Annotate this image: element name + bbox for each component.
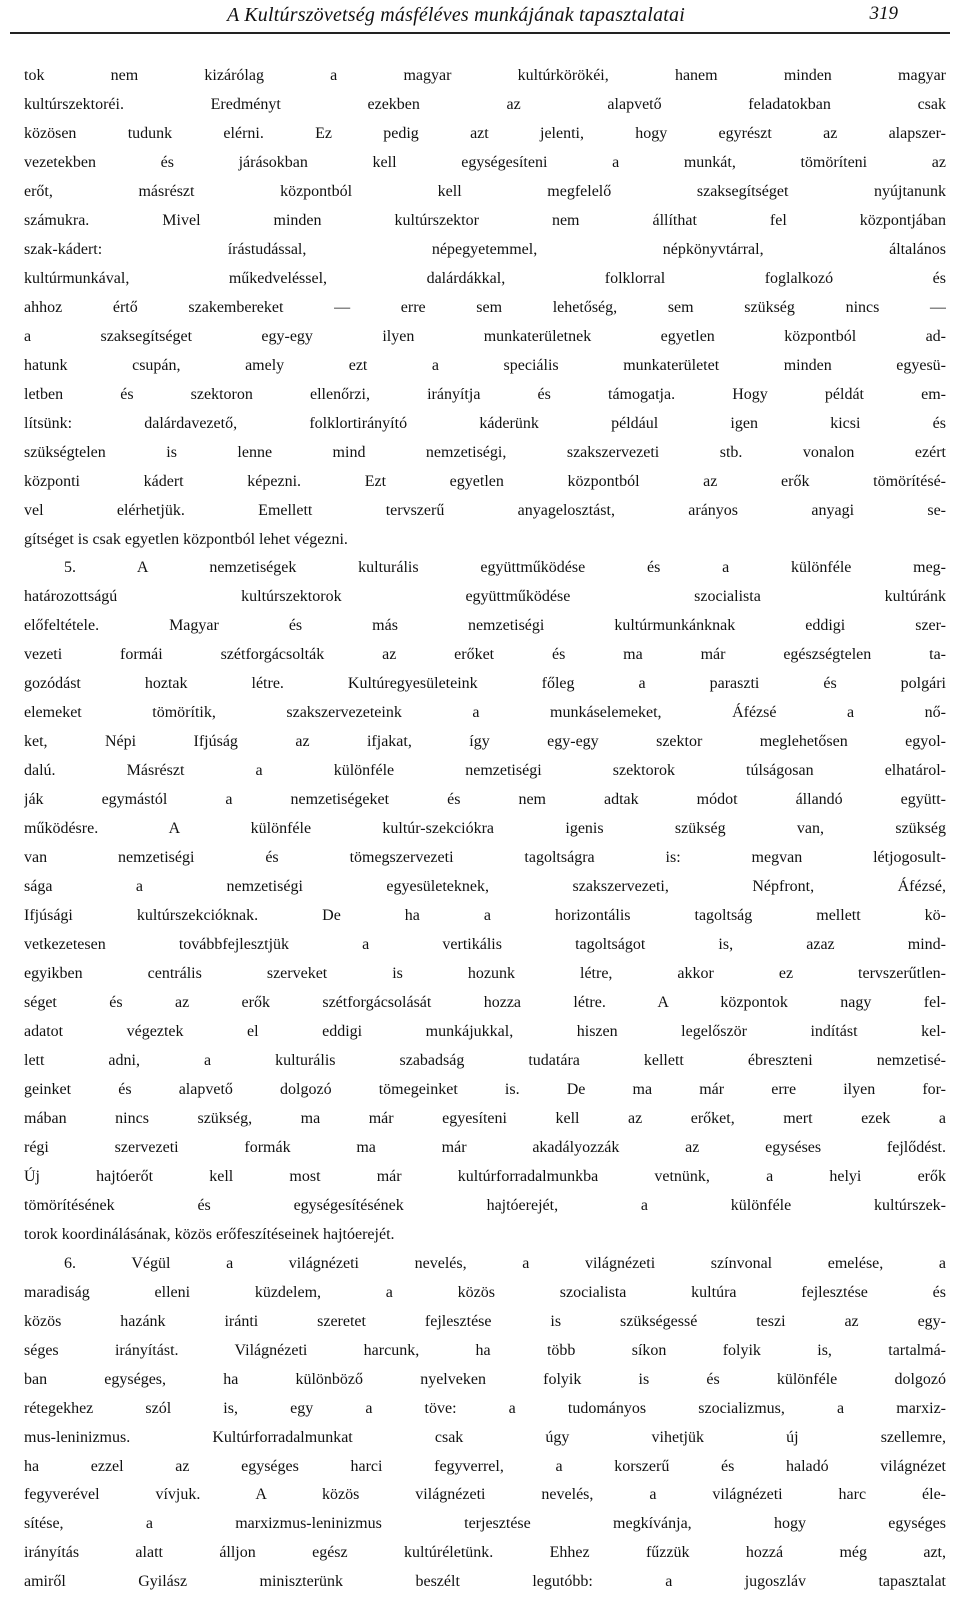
text-line: elemeket tömörítik, szakszervezeteink a munkáselemeket, Áfézsé a nő- [24, 704, 946, 722]
text-line: mában nincs szükség, ma már egyesíteni kell az erőket, mert ezek a [24, 1109, 946, 1127]
text-line: közös hazánk iránti szeretet fejlesztése is szükségessé teszi az egy- [24, 1312, 946, 1330]
text-line: szak-kádert: írástudással, népegyetemmel, népkönyvtárral, általános [24, 240, 946, 258]
text-line: vezeti formái szétforgácsolták az erőket és ma már egészségtelen ta- [24, 646, 946, 664]
text-line: szükségtelen is lenne mind nemzetiségi, szakszervezeti stb. vonalon ezért [24, 443, 946, 461]
text-line: vel elérhetjük. Emellett tervszerű anyagelosztást, arányos anyagi se- [24, 501, 946, 519]
text-line: vetkezetesen továbbfejlesztjük a vertikális tagoltságot is, azaz mind- [24, 936, 946, 954]
text-line: letben és szektoron ellenőrzi, irányítja és támogatja. Hogy példát em- [24, 385, 946, 403]
text-line: hatunk csupán, amely ezt a speciális munkaterületet minden egyesü- [24, 356, 946, 374]
text-line: 6. Végül a világnézeti nevelés, a világnézeti színvonal emelése, a [64, 1254, 946, 1272]
text-line: sága a nemzetiségi egyesületeknek, szakszervezeti, Népfront, Áfézsé, [24, 878, 946, 896]
page-number: 319 [869, 3, 898, 24]
text-line: sítése, a marxizmus-leninizmus terjesztése megkívánja, hogy egységes [24, 1515, 946, 1533]
running-header [10, 0, 942, 30]
text-line: séget és az erők szétforgácsolását hozza létre. A központok nagy fel- [24, 994, 946, 1011]
text-line: kultúrmunkával, műkedveléssel, dalárdákkal, folklorral foglalkozó és [24, 269, 946, 287]
text-line: gozódást hoztak létre. Kultúregyesületeink főleg a paraszti és polgári [24, 675, 946, 693]
text-line: számukra. Mivel minden kultúrszektor nem állíthat fel központjában [24, 211, 946, 229]
text-line: Ifjúsági kultúrszekcióknak. De ha a horizontális tagoltság mellett kö- [24, 907, 946, 925]
running-header-title: A Kultúrszövetség másféléves munkájának tapasztalatai [227, 3, 685, 26]
text-line: tok nem kizárólag a magyar kultúrkörökéi, hanem minden magyar [24, 67, 946, 84]
text-line: adatot végeztek el eddigi munkájukkal, hiszen legelőször indítást kel- [24, 1022, 946, 1040]
text-line: irányítás alatt álljon egész kultúréletünk. Ehhez fűzzük hozzá még azt, [24, 1544, 946, 1562]
text-line: fegyverével vívjuk. A közös világnézeti nevelés, a világnézeti harc éle- [24, 1486, 946, 1504]
text-line: 5. A nemzetiségek kulturális együttműködése és a különféle meg- [64, 559, 946, 577]
text-line: maradiság elleni küzdelem, a közös szocialista kultúra fejlesztése és [24, 1283, 946, 1301]
text-line: rétegekhez szól is, egy a töve: a tudományos szocializmus, a marxiz- [24, 1399, 946, 1417]
text-line: működésre. A különféle kultúr-szekciókra igenis szükség van, szükség [24, 820, 946, 838]
text-line: előfeltétele. Magyar és más nemzetiségi kultúrmunkánknak eddigi szer- [24, 617, 946, 635]
text-line: a szaksegítséget egy-egy ilyen munkaterületnek egyetlen központból ad- [24, 327, 946, 345]
text-line: vezetekben és járásokban kell egységesíteni a munkát, tömöríteni az [24, 153, 946, 171]
text-line: lítsünk: dalárdavezető, folklortirányító káderünk például igen kicsi és [24, 414, 946, 432]
text-line: van nemzetiségi és tömegszervezeti tagoltságra is: megvan létjogosult- [24, 849, 946, 867]
text-line: mus-leninizmus. Kultúrforradalmunkat csak úgy vihetjük új szellemre, [24, 1428, 946, 1446]
text-line: egyikben centrális szerveket is hozunk létre, akkor ez tervszerűtlen- [24, 965, 946, 983]
text-line: határozottságú kultúrszektorok együttműködése szocialista kultúránk [24, 588, 946, 606]
text-line: geinket és alapvető dolgozó tömegeinket is. De ma már erre ilyen for- [24, 1080, 946, 1098]
text-line: kultúrszektoréi. Eredményt ezekben az alapvető feladatokban csak [24, 95, 946, 113]
text-line: ják egymástól a nemzetiségeket és nem adtak módot állandó együtt- [24, 791, 946, 809]
header-rule [10, 32, 950, 34]
text-line: erőt, másrészt központból kell megfelelő szaksegítséget nyújtanunk [24, 182, 946, 200]
text-line: torok koordinálásának, közös erőfeszítéseinek hajtóerejét. [24, 1225, 395, 1243]
text-line: Új hajtóerőt kell most már kultúrforradalmunkba vetnünk, a helyi erők [24, 1167, 946, 1185]
text-line: régi szervezeti formák ma már akadályozzák az egyséses fejlődést. [24, 1138, 946, 1156]
text-line: ahhoz értő szakembereket — erre sem lehetőség, sem szükség nincs — [24, 298, 946, 316]
text-line: gítséget is csak egyetlen központból lehet végezni. [24, 530, 348, 548]
text-line: séges irányítást. Világnézeti harcunk, ha több síkon folyik is, tartalmá- [24, 1341, 946, 1359]
text-line: közösen tudunk elérni. Ez pedig azt jelenti, hogy egyrészt az alapszer- [24, 124, 946, 142]
text-line: amiről Gyilász miniszterünk beszélt legutóbb: a jugoszláv tapasztalat [24, 1573, 946, 1591]
body-text [24, 62, 946, 1597]
text-line: tömörítésének és egységesítésének hajtóerejét, a különféle kultúrszek- [24, 1196, 946, 1214]
text-line: ban egységes, ha különböző nyelveken folyik is és különféle dolgozó [24, 1370, 946, 1388]
text-line: lett adni, a kulturális szabadság tudatára kellett ébreszteni nemzetisé- [24, 1051, 946, 1069]
text-line: ha ezzel az egységes harci fegyverrel, a korszerű és haladó világnézet [24, 1457, 946, 1475]
text-line: központi kádert képezni. Ezt egyetlen központból az erők tömörítésé- [24, 472, 946, 490]
text-line: ket, Népi Ifjúság az ifjakat, így egy-egy szektor meglehetősen egyol- [24, 733, 946, 751]
text-line: dalú. Másrészt a különféle nemzetiségi szektorok túlságosan elhatárol- [24, 762, 946, 780]
